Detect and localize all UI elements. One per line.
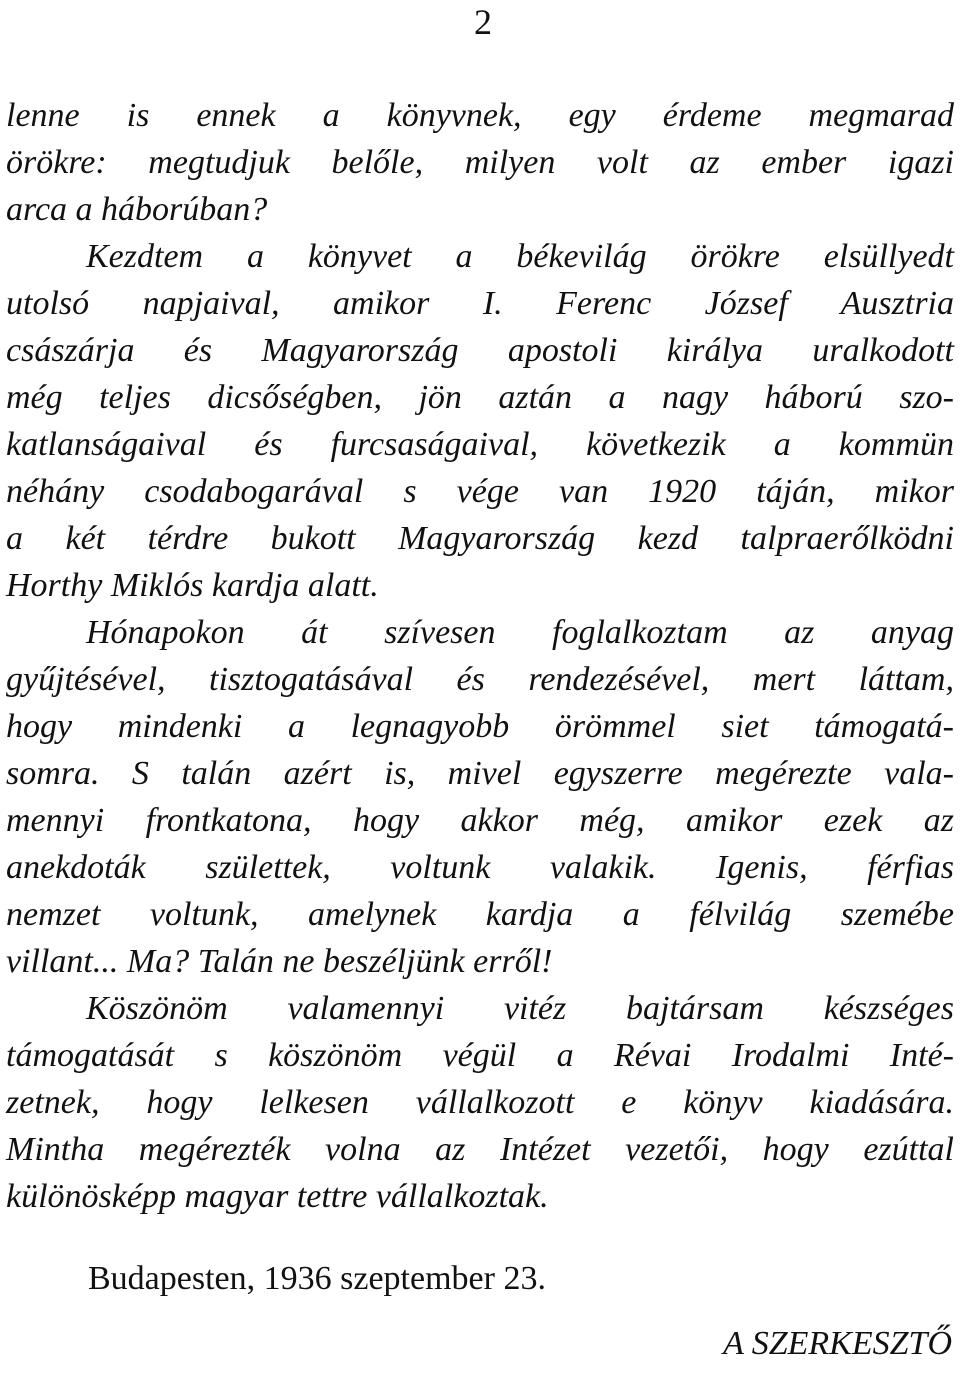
text-line: mennyi frontkatona, hogy akkor még, amikor ezek az bbox=[6, 802, 954, 839]
text-line: katlanságaival és furcsaságaival, következik a kommün bbox=[6, 426, 954, 463]
text-line: zetnek, hogy lelkesen vállalkozott e könyv kiadására. bbox=[6, 1084, 954, 1121]
text-body bbox=[6, 92, 954, 1220]
text-line: somra. S talán azért is, mivel egyszerre megérezte vala- bbox=[6, 755, 954, 792]
text-line: lenne is ennek a könyvnek, egy érdeme megmarad bbox=[6, 97, 954, 134]
page-number: 2 bbox=[474, 2, 492, 42]
text-line: Horthy Miklós kardja alatt. bbox=[6, 567, 379, 604]
text-line: még teljes dicsőségben, jön aztán a nagy háború szo- bbox=[6, 379, 954, 416]
text-line: anekdoták születtek, voltunk valakik. Igenis, férfias bbox=[6, 849, 954, 886]
text-line: utolsó napjaival, amikor I. Ferenc József Ausztria bbox=[6, 285, 954, 322]
text-line: arca a háborúban? bbox=[6, 191, 268, 228]
text-line: néhány csodabogarával s vége van 1920 táján, mikor bbox=[6, 473, 954, 510]
text-line: támogatását s köszönöm végül a Révai Irodalmi Inté- bbox=[6, 1037, 954, 1074]
text-line: örökre: megtudjuk belőle, milyen volt az ember igazi bbox=[6, 144, 954, 181]
signature: A SZERKESZTŐ bbox=[723, 1325, 952, 1362]
paragraph-start-line: Hónapokon át szívesen foglalkoztam az anyag bbox=[86, 614, 954, 651]
paragraph-start-line: Kezdtem a könyvet a békevilág örökre elsüllyedt bbox=[86, 238, 954, 275]
text-line: Mintha megérezték volna az Intézet vezetői, hogy ezúttal bbox=[6, 1131, 954, 1168]
dateline: Budapesten, 1936 szeptember 23. bbox=[88, 1260, 546, 1297]
text-line: különösképp magyar tettre vállalkoztak. bbox=[6, 1178, 549, 1215]
text-line: a két térdre bukott Magyarország kezd talpraerőlködni bbox=[6, 520, 954, 557]
text-line: villant... Ma? Talán ne beszéljünk erről! bbox=[6, 943, 553, 980]
text-line: császárja és Magyarország apostoli királya uralkodott bbox=[6, 332, 954, 369]
text-line: hogy mindenki a legnagyobb örömmel siet támogatá- bbox=[6, 708, 954, 745]
text-line: nemzet voltunk, amelynek kardja a félvilág szemébe bbox=[6, 896, 954, 933]
paragraph-start-line: Köszönöm valamennyi vitéz bajtársam készséges bbox=[86, 990, 954, 1027]
text-line: gyűjtésével, tisztogatásával és rendezésével, mert láttam, bbox=[6, 661, 954, 698]
